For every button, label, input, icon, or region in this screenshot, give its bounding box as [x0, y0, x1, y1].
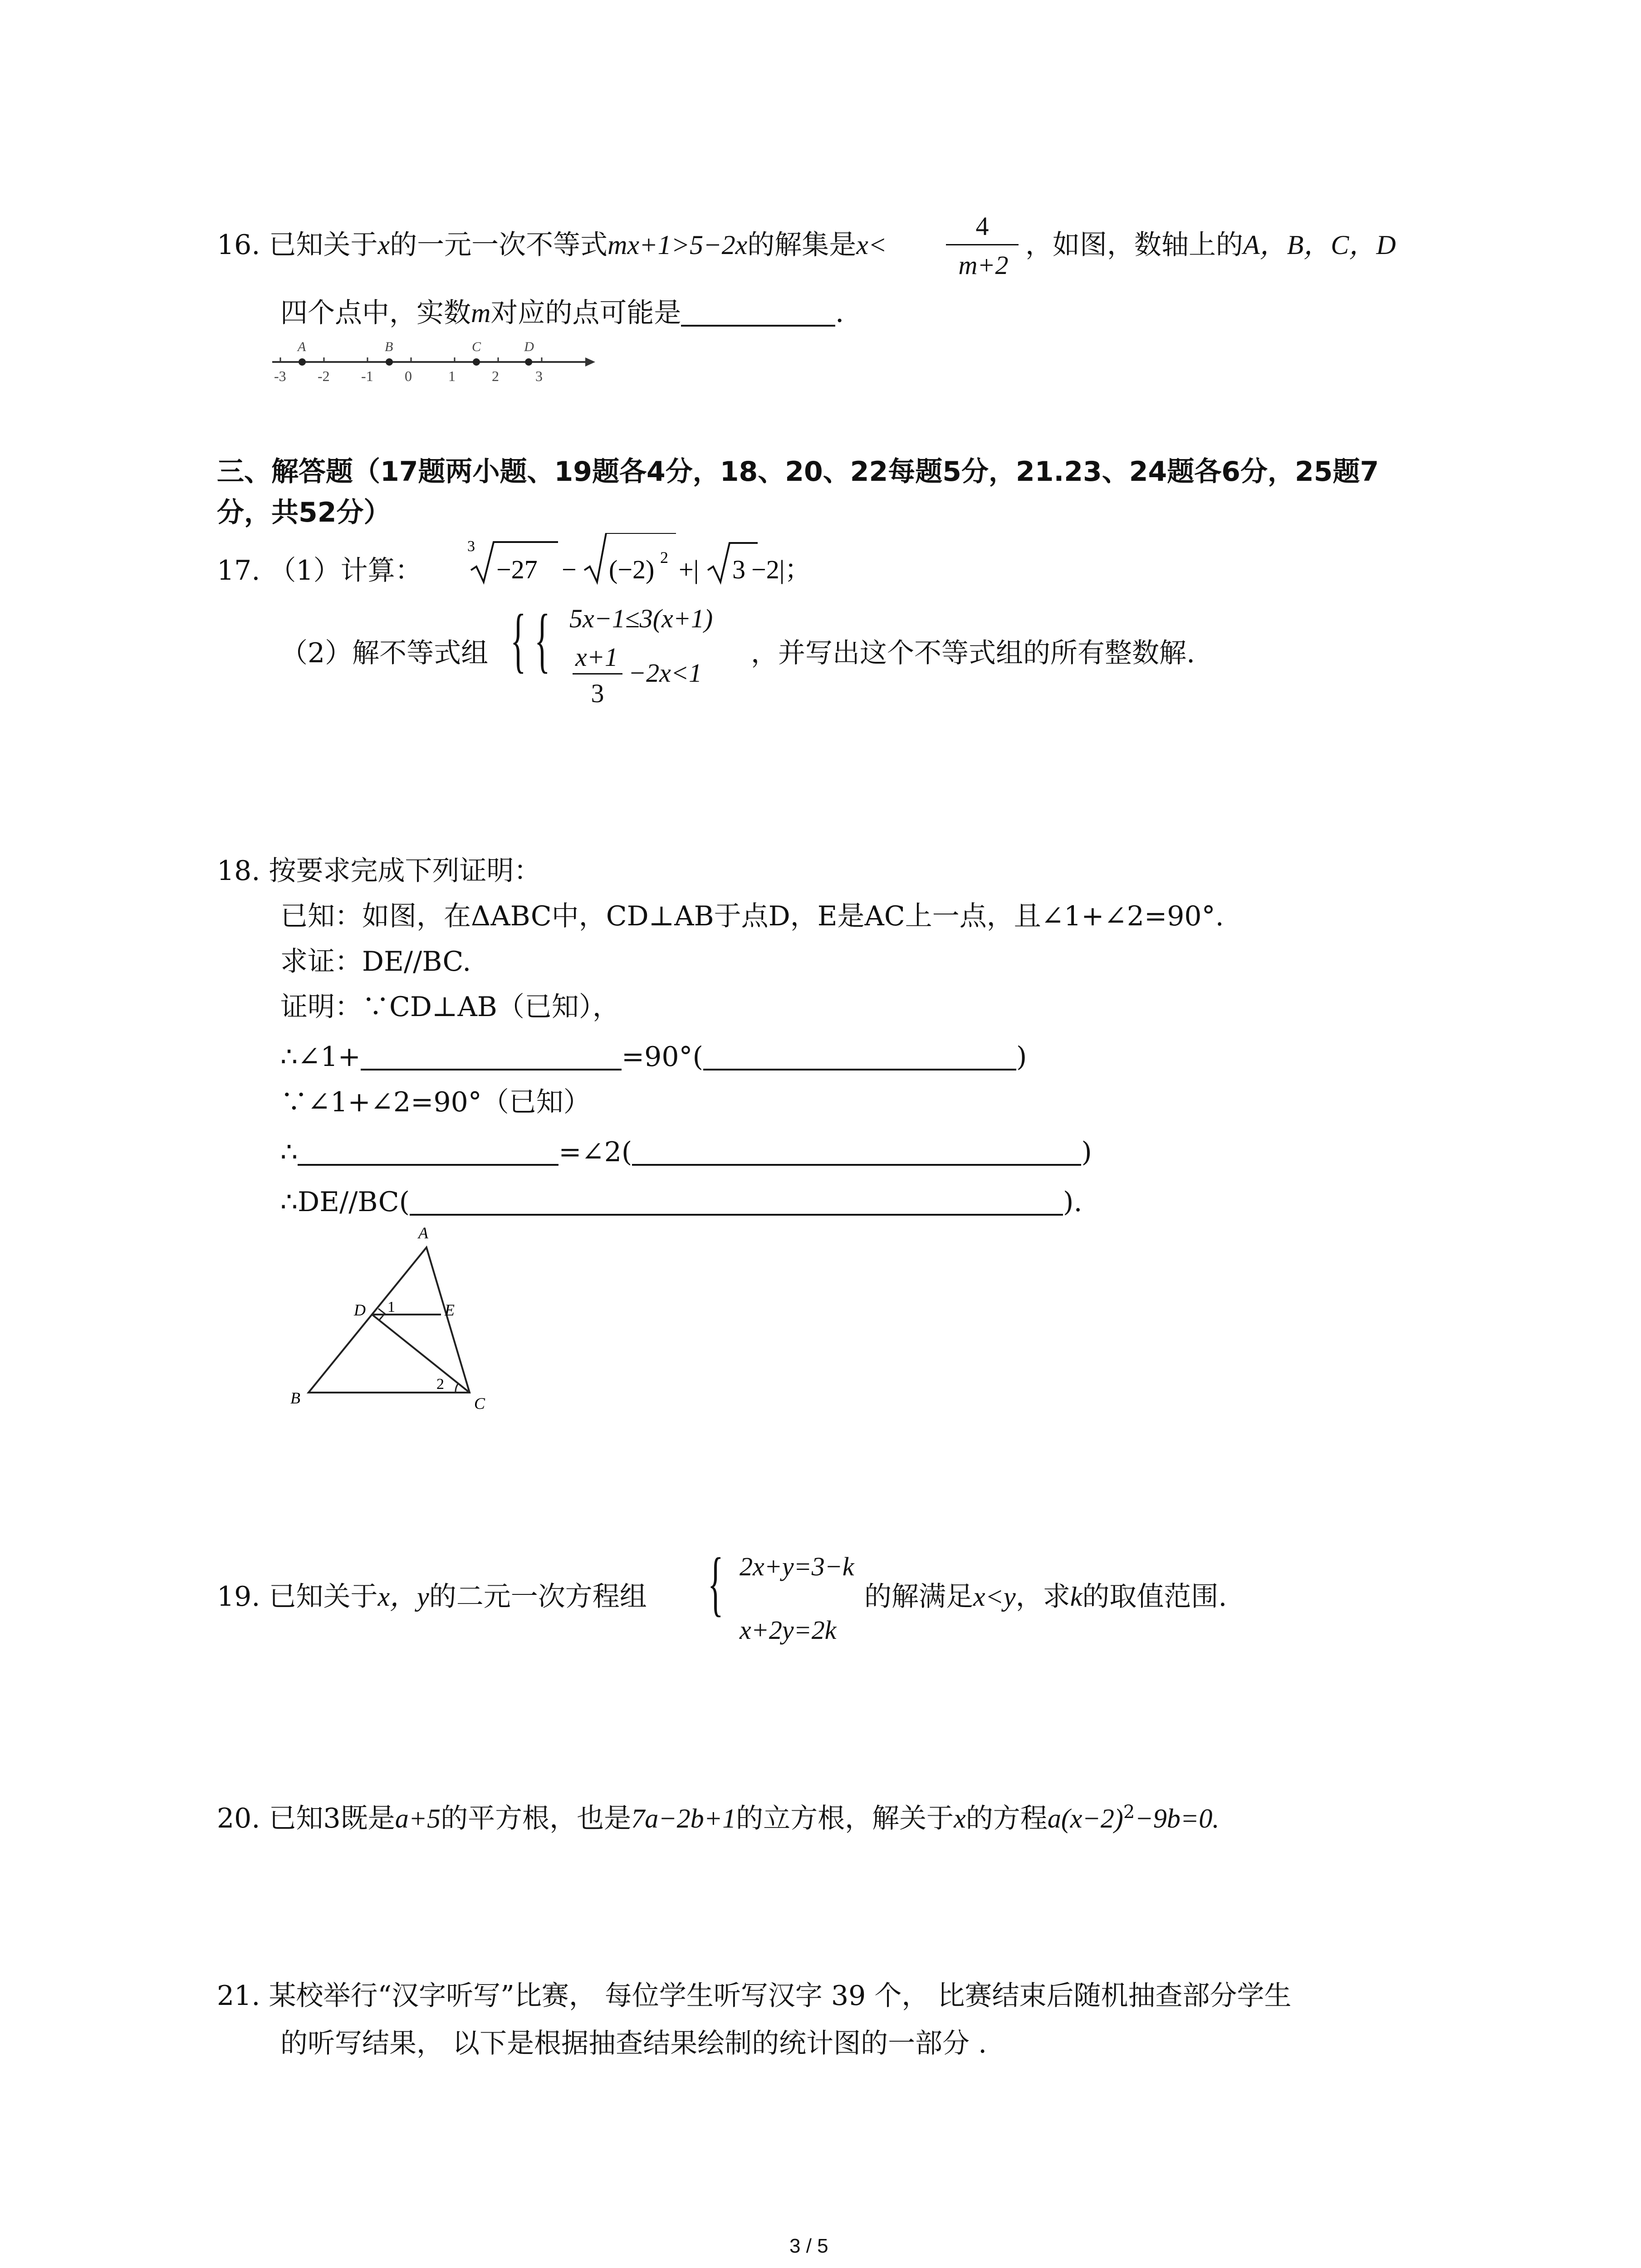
- number-line-point: [299, 358, 306, 366]
- q17-system-frac-num: x+1: [575, 642, 618, 672]
- q18-blank-1[interactable]: [361, 1043, 622, 1070]
- q16-frac-denominator: m+2: [958, 250, 1009, 280]
- number-line-tick-label: 1: [448, 368, 456, 384]
- q16-line1: 16. 已知关于x的一元一次不等式mx+1>5−2x的解集是x<: [217, 229, 887, 261]
- minus-sign: −: [562, 555, 577, 584]
- q19-line: 19. 已知关于x，y的二元一次方程组: [217, 1581, 647, 1613]
- q16-frac-bar: [946, 244, 1019, 245]
- number-line-tick-label: 0: [405, 368, 412, 384]
- q17-expression: [467, 533, 876, 587]
- q16-line1-tail: ，如图，数轴上的A，B，C，D: [1025, 229, 1396, 261]
- q21-number: 21.: [217, 1980, 260, 2012]
- number-line-tick-label: -2: [318, 368, 330, 384]
- q18-step2: ∵∠1+∠2=90°（已知）: [280, 1086, 591, 1118]
- q18-line1: 18. 按要求完成下列证明：: [217, 855, 541, 887]
- q16-inequality: mx+1>5−2x: [607, 230, 748, 260]
- abs-rest: −2|；: [751, 555, 811, 584]
- number-line-point-label: A: [298, 339, 306, 354]
- abs-open: +|: [679, 555, 699, 584]
- number-line-point: [525, 358, 532, 366]
- q17-brace-left: {: [510, 599, 526, 680]
- number-line-point: [386, 358, 393, 366]
- q17-line1: 17. （1）计算：: [217, 555, 422, 587]
- number-line-point: [473, 358, 480, 366]
- q18-prove: 求证：DE//BC.: [280, 946, 471, 978]
- q19-eq2: x+2y=2k: [740, 1615, 837, 1645]
- q17-part2-tail: ，并写出这个不等式组的所有整数解.: [751, 637, 1195, 669]
- section3-header-line2: 分，共52分）: [217, 497, 391, 528]
- q17-system-line2-rest: −2x<1: [628, 658, 702, 688]
- figure-label-c: C: [474, 1394, 485, 1413]
- radicand-neg2: (−2): [609, 555, 655, 584]
- figure-label-d: D: [354, 1301, 366, 1319]
- q21-line2: 的听写结果， 以下是根据抽查结果绘制的统计图的一部分 .: [280, 2028, 987, 2059]
- number-line-tick-label: 3: [535, 368, 543, 384]
- number-line-point-label: C: [472, 339, 481, 354]
- q18-step3: ∴ =∠2( ): [280, 1136, 1092, 1168]
- page-number: 3 / 5: [789, 2235, 828, 2257]
- radicand-3: 3: [732, 555, 745, 584]
- q20-number: 20.: [217, 1803, 260, 1834]
- figure-label-a: A: [418, 1224, 428, 1242]
- q17-radicals-svg: [467, 533, 876, 587]
- figure-label-b: B: [290, 1389, 300, 1407]
- q16-number-line: [272, 331, 599, 395]
- q19-line-tail: 的解满足x<y，求k的取值范围.: [864, 1581, 1227, 1613]
- figure-angle-1: 1: [387, 1299, 395, 1315]
- q19-brace: {: [708, 1543, 724, 1623]
- q18-proof-line1: 证明：∵CD⊥AB（已知），: [280, 991, 620, 1023]
- q18-reason-blank-2[interactable]: [632, 1139, 1081, 1166]
- figure-label-e: E: [445, 1301, 455, 1319]
- radicand-minus27: −27: [496, 555, 538, 584]
- number-line-tick-label: 2: [492, 368, 499, 384]
- cube-root-index: 3: [467, 538, 475, 555]
- q18-number: 18.: [217, 855, 260, 887]
- q18-triangle-figure: [272, 1220, 508, 1429]
- q16-frac-numerator: 4: [975, 211, 989, 241]
- number-line-tick-label: -1: [361, 368, 373, 384]
- q17-number: 17.: [217, 555, 260, 587]
- q17-system-frac-den: 3: [591, 679, 604, 708]
- q20-line: 20. 已知3既是a+5的平方根，也是7a−2b+1的立方根，解关于x的方程$a(x-2)^2-9b=0$.: [217, 1802, 1220, 1834]
- exponent-2: 2: [660, 548, 668, 567]
- number-line-point-label: B: [385, 339, 393, 354]
- q17-system-frac-bar: [573, 673, 622, 675]
- number-line-tick-label: -3: [274, 368, 286, 384]
- q16-points: A，B，C，D: [1243, 230, 1396, 260]
- q18-reason-blank-1[interactable]: [703, 1043, 1016, 1070]
- q17-brace-left2: {: [534, 599, 550, 680]
- number-line-point-label: D: [524, 339, 534, 354]
- figure-angle-2: 2: [436, 1376, 444, 1393]
- q16-number: 16.: [217, 229, 260, 261]
- q16-answer-blank[interactable]: [681, 299, 835, 327]
- q19-number: 19.: [217, 1581, 260, 1613]
- q18-reason-blank-3[interactable]: [410, 1188, 1063, 1216]
- q18-blank-2[interactable]: [298, 1139, 558, 1166]
- q18-given: 已知：如图，在ΔABC中，CD⊥AB于点D，E是AC上一点，且∠1+∠2=90°.: [280, 900, 1224, 932]
- section3-header-line1: 三、解答题（17题两小题、19题各4分，18、20、22每题5分，21.23、24题各6分，25题7: [217, 456, 1379, 488]
- q19-eq1: 2x+y=3−k: [740, 1552, 854, 1581]
- q18-step4: ∴DE//BC( ).: [280, 1186, 1083, 1218]
- q17-system-line1: 5x−1≤3(x+1): [569, 604, 713, 633]
- q21-line1: 21. 某校举行“汉字听写”比赛， 每位学生听写汉字 39 个， 比赛结束后随机抽查部分学生: [217, 1980, 1292, 2012]
- q16-line2: 四个点中，实数m对应的点可能是 ．: [280, 297, 863, 329]
- q18-step1: ∴∠1+ =90°( ): [280, 1041, 1027, 1073]
- q17-part2-label: （2）解不等式组: [280, 637, 489, 669]
